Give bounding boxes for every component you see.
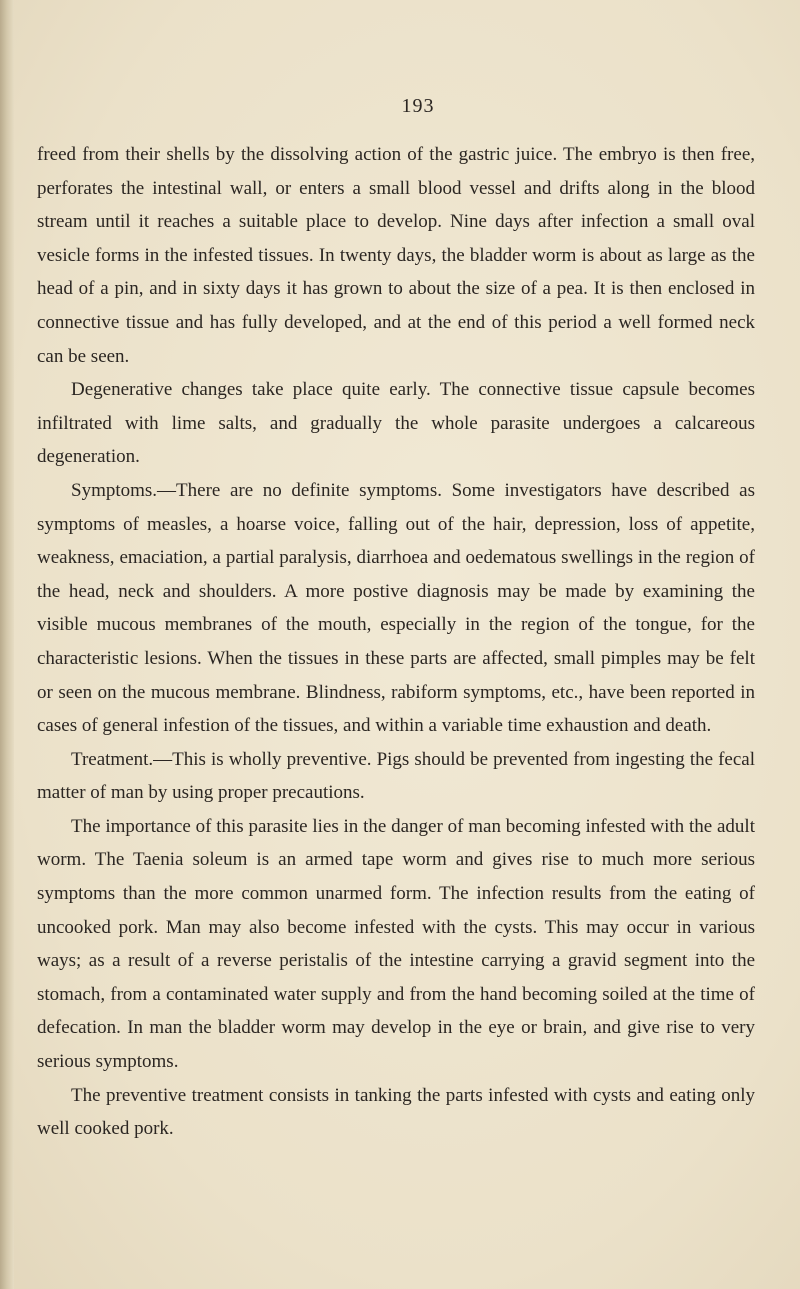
page-binding-edge [0, 0, 14, 1289]
page-number: 193 [401, 95, 435, 117]
paragraph-degenerative-changes: Degenerative changes take place quite early. The connective tissue capsule becomes infiltrated with lime salts, and gradually the whole parasite undergoes a calcareous degeneration. [37, 379, 755, 468]
paragraph-continuation: freed from their shells by the dissolving action of the gastric juice. The embryo is then free, perforates the intestinal wall, or enters a small blood vessel and drifts along in the blood stream until it reaches a suitable place to develop. Nine days after infection a small oval vesicle forms in the infested tissues. In twenty days, the bladder worm is about as large as the head of a pin, and in sixty days it has grown to about the size of a pea. It is then enclosed in connective tissue and has fully developed, and at the end of this period a well formed neck can be seen. [37, 144, 755, 367]
paragraph-symptoms: Symptoms.—There are no definite symptoms. Some investigators have described as symptoms of measles, a hoarse voice, falling out of the hair, depression, loss of appetite, weakness, emaciation, a partial paralysis, diarrhoea and oedematous swellings in the region of the head, neck and shoulders. A more postive diagnosis may be made by examining the visible mucous membranes of the mouth, especially in the region of the tongue, for the characteristic lesions. When the tissues in these parts are affected, small pimples may be felt or seen on the mucous membrane. Blindness, rabiform symptoms, etc., have been reported in cases of general infestion of the tissues, and within a variable time exhaustion and death. [37, 479, 755, 737]
paragraph-importance: The importance of this parasite lies in the danger of man becoming infested with the adult worm. The Taenia soleum is an armed tape worm and gives rise to much more serious symptoms than the more common unarmed form. The infection results from the eating of uncooked pork. Man may also become infested with the cysts. This may occur in various ways; as a result of a reverse peristalis of the intestine carrying a gravid segment into the stomach, from a contaminated water supply and from the hand becoming soiled at the time of defecation. In man the bladder worm may develop in the eye or brain, and give rise to very serious symptoms. [37, 815, 755, 1073]
body-text [37, 138, 755, 1146]
paragraph-preventive-treatment: The preventive treatment consists in tanking the parts infested with cysts and eating only well cooked pork. [37, 1084, 755, 1140]
paragraph-treatment: Treatment.—This is wholly preventive. Pigs should be prevented from ingesting the fecal matter of man by using proper precautions. [37, 748, 755, 804]
